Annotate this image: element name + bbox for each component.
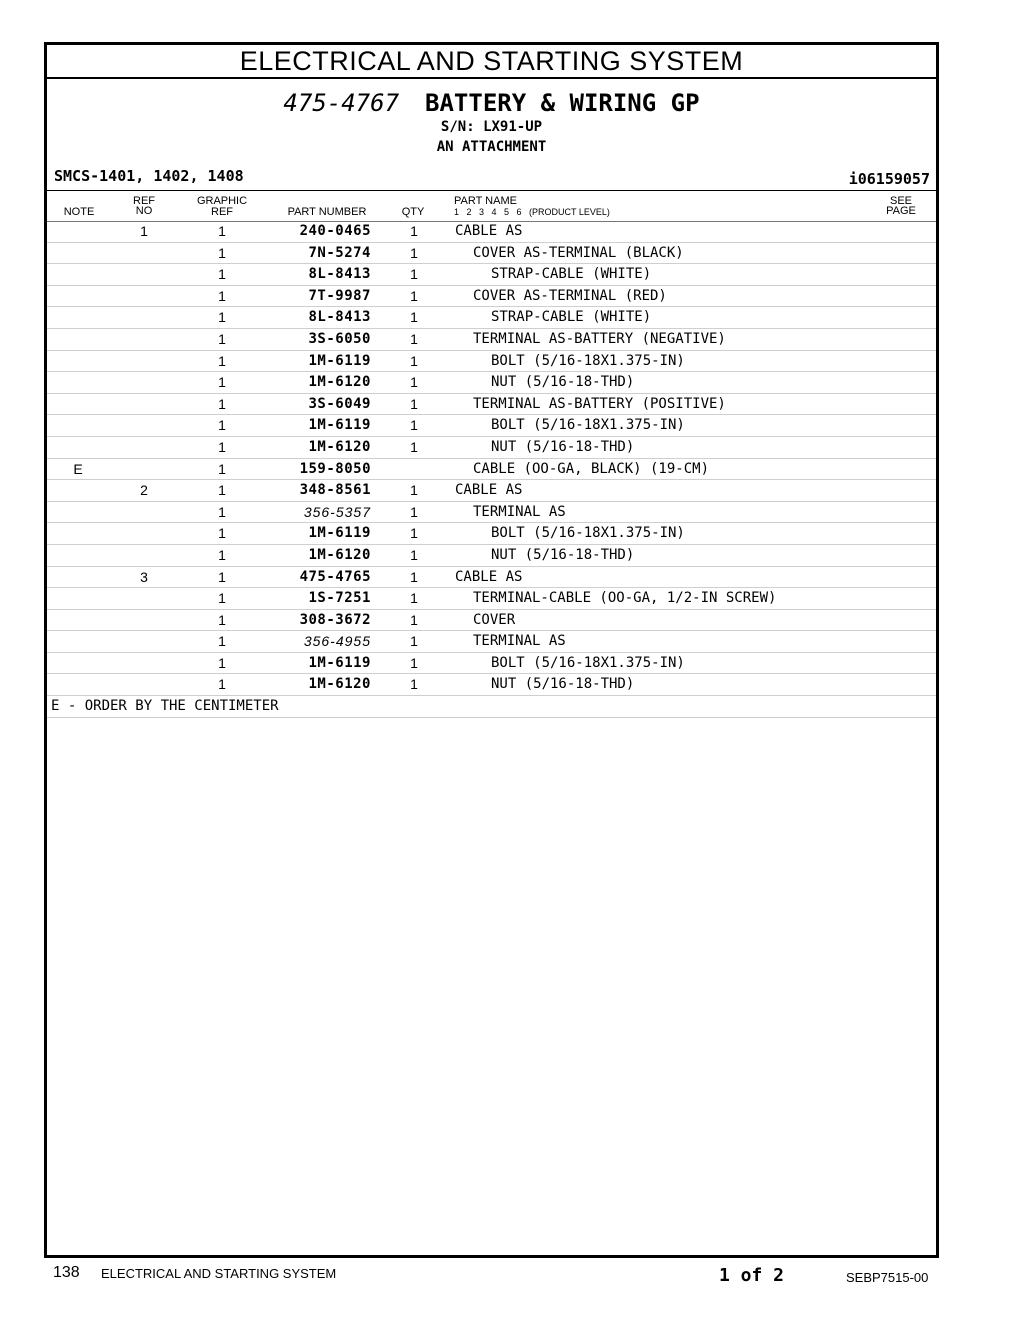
part-number-cell: 1M-6119: [308, 352, 371, 369]
group-name: BATTERY & WIRING GP: [425, 89, 700, 117]
section-title: ELECTRICAL AND STARTING SYSTEM: [47, 45, 936, 79]
table-row: [47, 523, 936, 545]
qty-cell: 1: [410, 395, 418, 412]
graphic-ref-cell: 1: [218, 417, 226, 434]
table-row: [47, 631, 936, 653]
part-number-cell: 7T-9987: [308, 287, 371, 304]
qty-cell: 1: [410, 654, 418, 671]
graphic-ref-cell: 1: [218, 460, 226, 477]
document-number: SEBP7515-00: [846, 1270, 929, 1285]
graphic-ref-cell: 1: [218, 525, 226, 542]
header-part-name: PART NAME: [454, 195, 517, 207]
header-part-number: PART NUMBER: [287, 206, 367, 218]
serial-number: S/N: LX91-UP: [440, 119, 543, 135]
footer-section: ELECTRICAL AND STARTING SYSTEM: [101, 1266, 337, 1281]
part-name-cell: TERMINAL-CABLE (OO-GA, 1/2-IN SCREW): [473, 590, 777, 607]
table-row: [47, 653, 936, 675]
table-row: [47, 437, 936, 459]
table-row: [47, 610, 936, 632]
part-name-cell: BOLT (5/16-18X1.375-IN): [491, 525, 685, 542]
graphic-ref-cell: 1: [218, 482, 226, 499]
graphic-ref-cell: 1: [218, 309, 226, 326]
part-name-cell: NUT (5/16-18-THD): [491, 438, 635, 455]
table-row: [47, 545, 936, 567]
header-graphic-bottom: REF: [211, 206, 233, 218]
part-number-cell: 356-5357: [303, 503, 371, 520]
page-of-count: 1 of 2: [719, 1265, 785, 1286]
table-row: [47, 372, 936, 394]
qty-cell: 1: [410, 525, 418, 542]
part-number-cell: 240-0465: [299, 223, 371, 239]
header-ref-bottom: NO: [135, 205, 153, 217]
table-row: [47, 264, 936, 286]
graphic-ref-cell: 1: [218, 611, 226, 628]
part-number-cell: 1M-6120: [308, 676, 371, 693]
table-row: [47, 480, 936, 502]
qty-cell: 1: [410, 438, 418, 455]
part-name-cell: TERMINAL AS: [473, 633, 566, 650]
part-name-cell: NUT (5/16-18-THD): [491, 374, 635, 391]
graphic-ref-cell: 1: [218, 568, 226, 585]
graphic-ref-cell: 1: [218, 330, 226, 347]
part-name-cell: STRAP-CABLE (WHITE): [491, 266, 652, 283]
part-name-cell: TERMINAL AS-BATTERY (POSITIVE): [473, 395, 726, 412]
header-see-bottom: PAGE: [886, 205, 916, 217]
ref-no-cell: 2: [140, 482, 148, 499]
table-row: [47, 394, 936, 416]
part-name-cell: BOLT (5/16-18X1.375-IN): [491, 654, 685, 671]
part-name-cell: CABLE AS: [455, 223, 523, 239]
qty-cell: 1: [410, 374, 418, 391]
footnote-row: [47, 696, 936, 718]
part-number-cell: 3S-6049: [308, 395, 371, 412]
graphic-ref-cell: 1: [218, 503, 226, 520]
part-number-cell: 3S-6050: [308, 330, 371, 347]
table-row: [47, 459, 936, 481]
part-number-cell: 1S-7251: [308, 590, 371, 607]
graphic-ref-cell: 1: [218, 438, 226, 455]
qty-cell: 1: [410, 568, 418, 585]
illustration-id: i06159057: [848, 170, 930, 188]
part-name-cell: NUT (5/16-18-THD): [491, 546, 635, 563]
part-name-cell: CABLE AS: [455, 482, 523, 499]
ref-no-cell: 3: [140, 568, 148, 585]
part-name-cell: COVER AS-TERMINAL (BLACK): [473, 244, 684, 261]
table-row: [47, 286, 936, 308]
qty-cell: 1: [410, 330, 418, 347]
part-number-cell: 1M-6120: [308, 546, 371, 563]
table-row: [47, 588, 936, 610]
parts-list: [47, 221, 936, 718]
part-number-cell: 159-8050: [299, 460, 371, 477]
table-row: [47, 567, 936, 589]
table-row: [47, 502, 936, 524]
table-row: [47, 243, 936, 265]
table-row: [47, 221, 936, 243]
part-number-cell: 7N-5274: [308, 244, 371, 261]
graphic-ref-cell: 1: [218, 395, 226, 412]
part-name-cell: TERMINAL AS: [473, 503, 566, 520]
part-name-cell: COVER AS-TERMINAL (RED): [473, 287, 667, 304]
parts-page-frame: [44, 42, 939, 1258]
graphic-ref-cell: 1: [218, 244, 226, 261]
part-number-cell: 1M-6119: [308, 417, 371, 434]
graphic-ref-cell: 1: [218, 266, 226, 283]
table-row: [47, 329, 936, 351]
part-number-cell: 1M-6120: [308, 438, 371, 455]
part-name-cell: TERMINAL AS-BATTERY (NEGATIVE): [473, 330, 726, 347]
graphic-ref-cell: 1: [218, 633, 226, 650]
attachment-label: AN ATTACHMENT: [436, 139, 547, 155]
table-row: [47, 307, 936, 329]
group-number: 475-4767: [283, 89, 400, 117]
part-number-cell: 348-8561: [299, 482, 371, 499]
footnote-text: E - ORDER BY THE CENTIMETER: [51, 698, 279, 715]
table-row: [47, 415, 936, 437]
group-title: [47, 89, 936, 117]
graphic-ref-cell: 1: [218, 590, 226, 607]
header-product-levels: 1 2 3 4 5 6 (PRODUCT LEVEL): [454, 207, 610, 217]
qty-cell: 1: [410, 676, 418, 693]
qty-cell: 1: [410, 503, 418, 520]
qty-cell: 1: [410, 244, 418, 261]
qty-cell: 1: [410, 352, 418, 369]
qty-cell: 1: [410, 611, 418, 628]
part-name-cell: COVER: [473, 611, 516, 628]
page-number: 138: [53, 1264, 80, 1281]
graphic-ref-cell: 1: [218, 546, 226, 563]
qty-cell: 1: [410, 417, 418, 434]
part-number-cell: 1M-6120: [308, 374, 371, 391]
part-number-cell: 8L-8413: [308, 309, 371, 326]
header-qty: QTY: [401, 206, 425, 218]
graphic-ref-cell: 1: [218, 223, 226, 239]
part-number-cell: 8L-8413: [308, 266, 371, 283]
part-number-cell: 308-3672: [299, 611, 371, 628]
qty-cell: 1: [410, 223, 418, 239]
part-name-cell: CABLE (OO-GA, BLACK) (19-CM): [473, 460, 710, 477]
smcs-codes: SMCS-1401, 1402, 1408: [54, 167, 244, 185]
part-name-cell: BOLT (5/16-18X1.375-IN): [491, 417, 685, 434]
table-row: [47, 351, 936, 373]
part-number-cell: 475-4765: [299, 568, 371, 585]
qty-cell: 1: [410, 482, 418, 499]
ref-no-cell: 1: [140, 223, 148, 239]
part-number-cell: 1M-6119: [308, 654, 371, 671]
graphic-ref-cell: 1: [218, 352, 226, 369]
part-name-cell: NUT (5/16-18-THD): [491, 676, 635, 693]
qty-cell: 1: [410, 590, 418, 607]
part-number-cell: 356-4955: [303, 633, 371, 650]
header-see-top: SEE: [889, 195, 912, 207]
graphic-ref-cell: 1: [218, 374, 226, 391]
qty-cell: 1: [410, 287, 418, 304]
table-row: [47, 674, 936, 696]
qty-cell: 1: [410, 633, 418, 650]
part-name-cell: CABLE AS: [455, 568, 523, 585]
qty-cell: 1: [410, 266, 418, 283]
part-number-cell: 1M-6119: [308, 525, 371, 542]
note-cell: E: [73, 460, 83, 477]
graphic-ref-cell: 1: [218, 287, 226, 304]
qty-cell: 1: [410, 309, 418, 326]
header-ref-top: REF: [133, 195, 155, 207]
header-graphic-top: GRAPHIC: [196, 195, 248, 207]
graphic-ref-cell: 1: [218, 654, 226, 671]
table-header: [47, 190, 936, 222]
graphic-ref-cell: 1: [218, 676, 226, 693]
qty-cell: 1: [410, 546, 418, 563]
part-name-cell: STRAP-CABLE (WHITE): [491, 309, 652, 326]
part-name-cell: BOLT (5/16-18X1.375-IN): [491, 352, 685, 369]
header-note: NOTE: [63, 206, 95, 218]
